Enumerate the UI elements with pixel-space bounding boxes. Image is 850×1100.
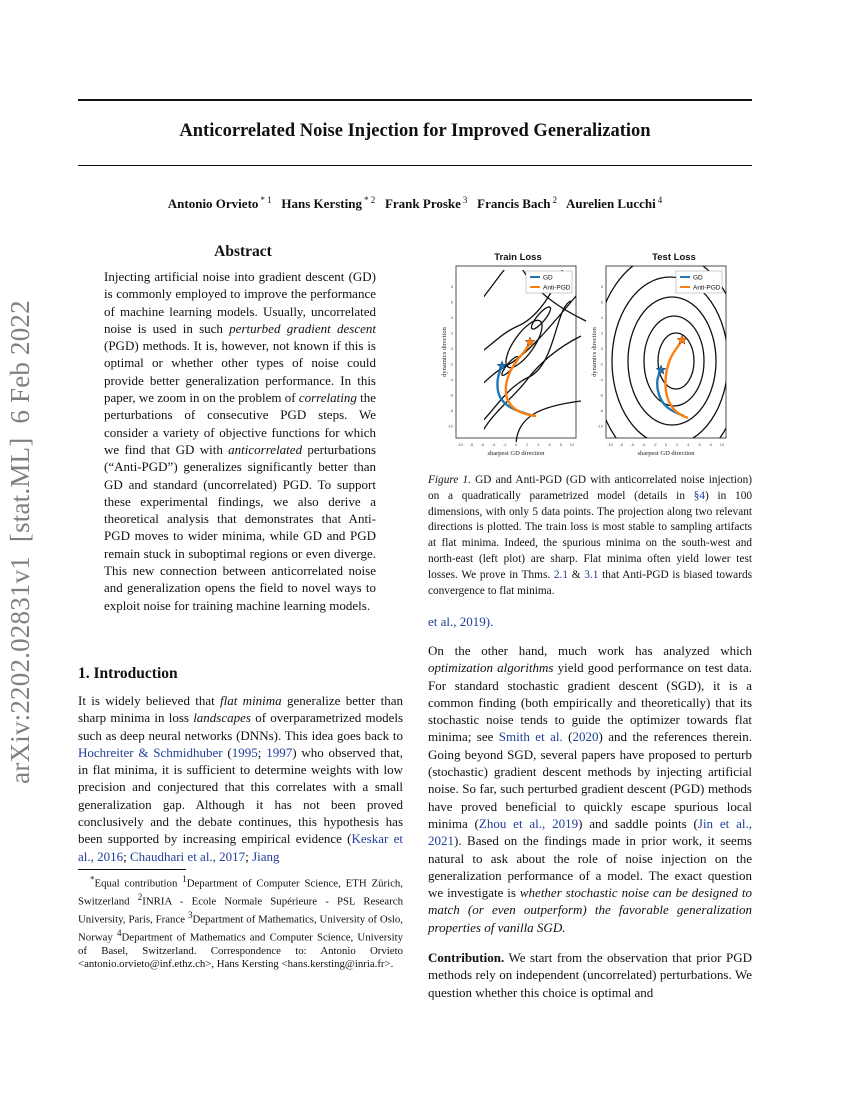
theorem-link[interactable]: 3.1 (584, 568, 599, 581)
x-tick-label: -6 (630, 442, 635, 447)
citation-link[interactable]: Jin et al., 2021 (428, 815, 753, 849)
y-tick-label: -8 (599, 408, 603, 413)
paragraph-heading: Contribution. (428, 950, 505, 965)
citation-link[interactable]: Chaudhari et al., 2017 (130, 848, 246, 864)
x-tick-label: -8 (619, 442, 623, 447)
title-rule (78, 165, 752, 166)
footnote: *Equal contribution $^1$Department of Computer Science, ETH Zürich, Switzerland $^2$INRIA - Ecole Normale Supérieure - PSL Research University, Paris, France $^3$Department of Mathematics, University of Oslo, Norway $^4$Department of Mathematics and Computer Science, University of Basel, Switzerland. Correspondence to: Antonio Orvieto <antonio.orvieto@inf.ethz.ch>, Hans Kersting <hans.kersting@inria.fr>. (78, 869, 403, 972)
y-tick-label: -10 (597, 423, 603, 429)
x-tick-label: 0 (664, 442, 668, 447)
y-tick-label: 2 (600, 330, 603, 336)
contribution-paragraph: Contribution. We start from the observation that prior PGD methods rely on independent (uncorrelated) perturbations. We question whether this choice is optimal and (428, 950, 752, 1000)
x-tick-label: 0 (514, 442, 518, 447)
arxiv-stamp: arXiv:2202.02831v1 [stat.ML] 6 Feb 2022 (5, 300, 35, 784)
x-tick-label: -2 (503, 442, 507, 447)
x-tick-label: -2 (653, 442, 657, 447)
author: Francis Bach $^2$ (477, 195, 557, 212)
y-tick-label: 8 (450, 284, 453, 289)
y-tick-label: -10 (447, 423, 453, 429)
plot-title-test: Test Loss (652, 252, 696, 263)
x-tick-label: 6 (698, 442, 701, 447)
y-tick-label: -6 (449, 392, 453, 398)
y-axis-label: dynamics direction (591, 327, 598, 377)
x-tick-label: 2 (526, 442, 529, 447)
y-tick-label: -8 (449, 408, 453, 413)
x-tick-label: 2 (676, 442, 679, 447)
y-tick-label: 2 (450, 330, 453, 336)
legend-label-gd: GD (693, 274, 703, 282)
x-tick-label: 6 (548, 442, 551, 447)
figure-plots (428, 262, 752, 462)
abstract-text: Injecting artificial noise into gradient descent (GD) is commonly employed to improve the performance of machine learning models. Usually, uncorrelated noise is used in such perturbed gradient descent (PGD) methods. It is, however, not known if this is optimal or whether other types of noise could provide better generalization performance. In this paper, we zoom in on the problem of correlating the perturbations of consecutive PGD steps. We consider a variety of objective functions for which we find that GD with anticorrelated perturbations (“Anti-PGD”) generalizes significantly better than GD and standard (uncorrelated) PGD. To support these experimental findings, we also derive a theoretical analysis that demonstrates that Anti-PGD moves to wider minima, while GD and PGD remain stuck in suboptimal regions or even diverge. This new connection between anticorrelated noise and generalization opens the field to novel ways to exploit noise for training machine learning models. (104, 269, 377, 613)
x-tick-label: 4 (537, 442, 540, 447)
section-link[interactable]: §4 (693, 489, 706, 502)
citation-link[interactable]: Jiang (252, 848, 280, 864)
x-tick-label: -10 (457, 442, 463, 447)
top-rule (78, 99, 752, 101)
x-tick-label: -8 (469, 442, 473, 447)
y-tick-label: -4 (599, 377, 603, 382)
continued-citation (428, 613, 752, 630)
paper-title: Anticorrelated Noise Injection for Improved Generalization (179, 121, 651, 141)
theorem-link[interactable]: 2.1 (553, 568, 569, 581)
footnote-rule (78, 869, 186, 870)
x-axis-label: sharpest GD direction (487, 450, 545, 457)
citation-link[interactable]: et al., 2019). (428, 614, 494, 629)
author: Antonio Orvieto $^{* 1}$ (167, 195, 272, 212)
legend-label-gd: GD (543, 274, 553, 282)
y-tick-label: 6 (600, 299, 603, 305)
x-tick-label: 10 (719, 442, 725, 447)
y-tick-label: -2 (449, 361, 453, 367)
x-tick-label: 8 (559, 442, 562, 447)
x-tick-label: -6 (480, 442, 485, 447)
y-tick-label: 4 (450, 315, 453, 320)
author: Frank Proske $^3$ (384, 195, 468, 212)
y-tick-label: 0 (450, 346, 453, 351)
test-loss-plot (591, 262, 742, 462)
y-tick-label: 8 (600, 284, 603, 289)
intro-paragraph: It is widely believed that flat minima generalize better than sharp minima in loss landscapes of overparametrized models such as deep neural networks (DNNs). This idea goes back to Hochreiter & Schmidhuber (1995; 1997) who observed that, in flat minima, it is sufficient to determine weights with low precision and conjectured that this correlates with a small generalization gap. Although it has not been proved conclusively and the debate continues, this hypothesis has been supported by increasing empirical evidence (Keskar et al., 2016; Chaudhari et al., 2017; Jiang (78, 693, 404, 864)
legend-label-antipgd: Anti-PGD (543, 284, 571, 292)
y-axis-label: dynamics direction (441, 327, 448, 377)
train-loss-plot (441, 262, 586, 457)
paragraph: On the other hand, much work has analyzed which optimization algorithms yield good performance on test data. For standard stochastic gradient descent (SGD), it is a common finding (both empirically and theoretically) that its stochastic noise tends to guide the optimizer towards flat minima; see Smith et al. (2020) and the references therein. Going beyond SGD, several papers have proposed to perturb (stochastic) gradient descent methods by injecting artificial noise. So far, such perturbed gradient descent (PGD) methods have proved beneficial to quickly escape spurious local minima (Zhou et al., 2019) and saddle points (Jin et al., 2021). Based on the findings made in prior work, it seems natural to ask about the role of noise injection on the generalization performance of a model. The exact question we investigate is whether stochastic noise can be designed to match (or even outperform) the favorable generalization properties of vanilla SGD. (428, 643, 753, 935)
y-tick-label: -4 (449, 377, 453, 382)
author: Aurelien Lucchi $^4$ (566, 195, 663, 212)
author-list (78, 195, 752, 212)
citation-link[interactable]: 2020 (572, 729, 599, 745)
x-tick-label: 4 (687, 442, 690, 447)
citation-link[interactable]: Smith et al. (498, 729, 563, 745)
y-tick-label: 0 (600, 346, 603, 351)
citation-link[interactable]: Zhou et al., 2019 (478, 815, 579, 831)
y-tick-label: -6 (599, 392, 603, 398)
x-tick-label: -4 (641, 442, 646, 447)
y-tick-label: 4 (600, 315, 603, 320)
citation-link[interactable]: 1995 (231, 744, 258, 760)
citation-link[interactable]: Hochreiter & Schmidhuber (78, 744, 223, 760)
x-axis-label: sharpest GD direction (637, 450, 695, 457)
citation-link[interactable]: Keskar et al., 2016 (78, 831, 403, 864)
y-tick-label: 6 (450, 299, 453, 305)
author: Hans Kersting $^{* 2}$ (281, 195, 376, 212)
legend-label-antipgd: Anti-PGD (693, 284, 721, 292)
abstract-heading: Abstract (214, 243, 272, 260)
y-tick-label: -2 (599, 361, 603, 367)
x-tick-label: 8 (709, 442, 712, 447)
x-tick-label: -4 (491, 442, 496, 447)
figure-caption: Figure 1. GD and Anti-PGD (GD with anticorrelated noise injection) on a quadratically parametrized model (details in §4) in 100 dimensions, with only 5 data points. The projection along two relevant directions is plotted. The train loss is most stable to sampling artifacts at flat minima. Indeed, the spurious minima on the south-west and north-east (left plot) are sharp. Flat minima often yield lower test losses. We prove in Thms. 2.1 & 3.1 that Anti-PGD is biased towards convergence to flat minima. (428, 474, 753, 597)
x-tick-label: 10 (569, 442, 575, 447)
citation-link[interactable]: 1997 (266, 744, 293, 760)
x-tick-label: -10 (607, 442, 613, 447)
section-heading: 1. Introduction (78, 665, 178, 682)
plot-title-train: Train Loss (494, 252, 542, 263)
